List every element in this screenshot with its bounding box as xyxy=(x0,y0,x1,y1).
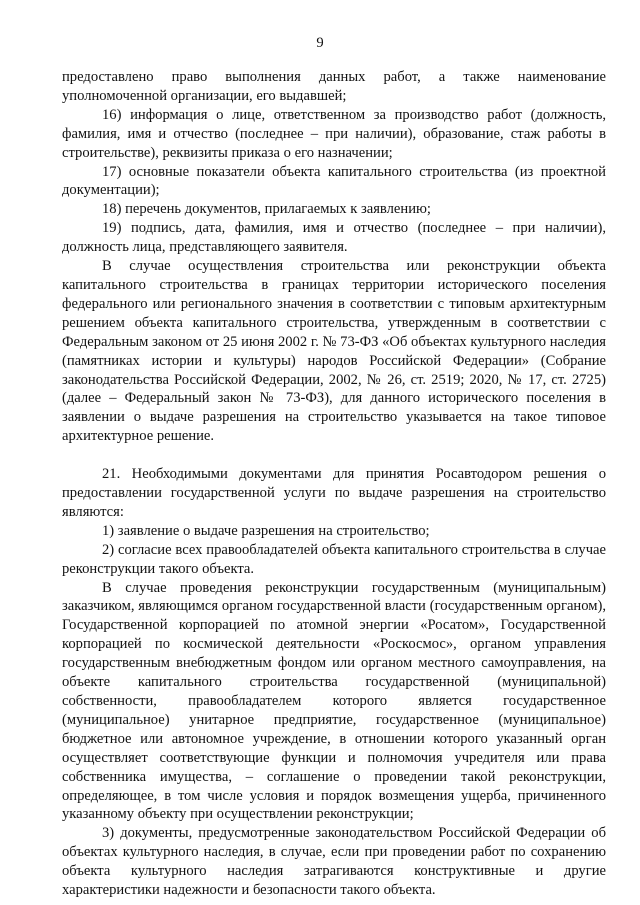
paragraph-gap xyxy=(62,446,606,465)
paragraph-reconstruction: В случае проведения реконструкции государственным (муниципальным) заказчиком, являющимся органом государственной власти (государственным органом), Государственной корпорацией по атомной энергии «Росатом», Государственной корпорацией по космической деятельности «Роскосмос», органом управления государственным внебюджетным фондом или органом местного самоуправления, на объекте капитального строительства государственной (муниципальной) собственности, правообладателем которого является государственное (муниципальное) унитарное предприятие, государственное (муниципальное) бюджетное или автономное учреждение, в отношении которого указанный орган осуществляет соответствующие функции и полномочия учредителя или права собственника имущества, – соглашение о проведении такой реконструкции, определяющее, в том числе условия и порядок возмещения ущерба, причиненного указанному объекту при осуществлении реконструкции; xyxy=(62,579,606,823)
list-item-18: 18) перечень документов, прилагаемых к заявлению; xyxy=(102,201,431,218)
document-body xyxy=(62,68,606,900)
page-number: 9 xyxy=(316,35,324,51)
list-item-1: 1) заявление о выдаче разрешения на строительство; xyxy=(102,522,430,539)
list-item-16: 16) информация о лице, ответственном за производство работ (должность, фамилия, имя и отчество (последнее – при наличии), образование, стаж работы в строительстве), реквизиты приказа о его назначении; xyxy=(62,106,606,161)
clause-21: 21. Необходимыми документами для принятия Росавтодором решения о предоставлении государственной услуги по выдаче разрешения на строительство являются: xyxy=(62,466,606,520)
list-item-17: 17) основные показатели объекта капитального строительства (из проектной документации); xyxy=(62,163,606,199)
paragraph-continuation: предоставлено право выполнения данных работ, а также наименование уполномоченной организации, его выдавшей; xyxy=(62,69,606,104)
list-item-19: 19) подпись, дата, фамилия, имя и отчество (последнее – при наличии), должность лица, представляющего заявителя. xyxy=(62,220,606,256)
list-item-2: 2) согласие всех правообладателей объекта капитального строительства в случае реконструкции такого объекта. xyxy=(62,541,606,577)
paragraph-historic-settlement: В случае осуществления строительства или реконструкции объекта капитального строительства в границах территории исторического поселения федерального или регионального значения в соответствии с типовым архитектурным решением объекта капитального строительства, утвержденным в соответствии с Федеральным законом от 25 июня 2002 г. № 73-ФЗ «Об объектах культурного наследия (памятниках истории и культуры) народов Российской Федерации» (Собрание законодательства Российской Федерации, 2002, № 26, ст. 2519; 2020, № 17, ст. 2725) (далее – Федеральный закон № 73-ФЗ), для данного исторического поселения в заявлении о выдаче разрешения на строительство указывается на такое типовое архитектурное решение. xyxy=(62,258,606,445)
list-item-3: 3) документы, предусмотренные законодательством Российской Федерации об объектах культурного наследия, в случае, если при проведении работ по сохранению объекта культурного наследия затрагиваются конструктивные и другие характеристики надежности и безопасности такого объекта. xyxy=(62,825,606,899)
